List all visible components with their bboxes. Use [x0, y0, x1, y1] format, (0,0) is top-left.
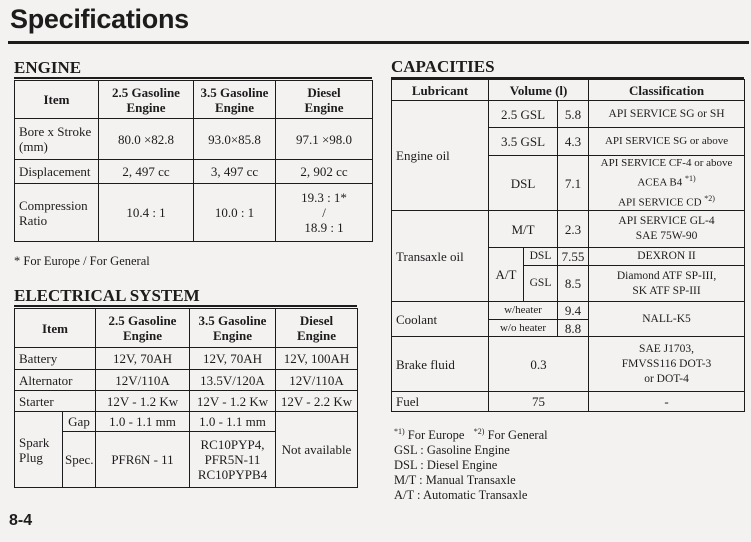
cell-value: 12V - 2.2 Kw	[276, 391, 358, 412]
cell-value: RC10PYP4, PFR5N-11 RC10PYPB4	[190, 432, 276, 488]
cell-value: 97.1 ×98.0	[276, 119, 373, 160]
row-label: Displacement	[15, 160, 99, 184]
table-row	[15, 412, 358, 432]
cell-value: PFR6N - 11	[96, 432, 190, 488]
cell-value: 13.5V/120A	[190, 370, 276, 391]
capacities-heading: CAPACITIES	[391, 57, 495, 76]
cell-value: 7.1	[558, 156, 589, 211]
cell-value: 9.4	[558, 302, 589, 320]
row-label: Transaxle oil	[392, 211, 489, 302]
cell-value: API SERVICE CF-4 or above ACEA B4 $^{*1)}$ API SERVICE CD $^{*2)}$	[589, 156, 745, 211]
cell-value: DEXRON II	[589, 248, 745, 266]
sub-label: DSL	[524, 248, 558, 266]
cell-value: Not available	[276, 412, 358, 488]
engine-heading-rule	[14, 77, 372, 79]
cell-value: 12V - 1.2 Kw	[96, 391, 190, 412]
header-item: Item	[15, 309, 96, 348]
sub-label: w/o heater	[489, 320, 558, 337]
header-g25: 2.5 Gasoline Engine	[99, 81, 194, 119]
header-volume: Volume (l)	[489, 80, 589, 101]
capacities-table	[391, 79, 745, 412]
engine-heading: ENGINE	[14, 58, 82, 77]
cell-value: 1.0 - 1.1 mm	[96, 412, 190, 432]
sub-label: GSL	[524, 266, 558, 302]
cell-value: 7.55	[558, 248, 589, 266]
cell-value: 10.4 : 1	[99, 184, 194, 242]
table-row	[15, 370, 358, 391]
sub-label: 3.5 GSL	[489, 128, 558, 156]
sub-label: M/T	[489, 211, 558, 248]
table-row	[392, 337, 745, 392]
cell-value: 93.0×85.8	[194, 119, 276, 160]
row-label: Alternator	[15, 370, 96, 391]
cell-value: Diamond ATF SP-III, SK ATF SP-III	[589, 266, 745, 302]
sub-label: DSL	[489, 156, 558, 211]
cell-value: 2.3	[558, 211, 589, 248]
cell-value: 12V, 100AH	[276, 348, 358, 370]
header-lubricant: Lubricant	[392, 80, 489, 101]
table-header-row	[15, 81, 373, 119]
engine-footnote: * For Europe / For General	[14, 254, 150, 268]
cell-value: 5.8	[558, 101, 589, 128]
table-row	[392, 392, 745, 412]
cell-value: 0.3	[489, 337, 589, 392]
row-label: Bore x Stroke (mm)	[15, 119, 99, 160]
sub-label: 2.5 GSL	[489, 101, 558, 128]
abbrev-line: GSL : Gasoline Engine	[394, 443, 510, 458]
row-label: Gap	[63, 412, 96, 432]
cell-value: API SERVICE GL-4 SAE 75W-90	[589, 211, 745, 248]
cell-value: 10.0 : 1	[194, 184, 276, 242]
row-label: Brake fluid	[392, 337, 489, 392]
cell-value: 2, 497 cc	[99, 160, 194, 184]
row-label: Battery	[15, 348, 96, 370]
header-g25: 2.5 Gasoline Engine	[96, 309, 190, 348]
cell-value: 8.8	[558, 320, 589, 337]
cell-value: 4.3	[558, 128, 589, 156]
table-row	[15, 391, 358, 412]
electrical-table	[14, 308, 358, 488]
cell-value: 80.0 ×82.8	[99, 119, 194, 160]
page-title: Specifications	[10, 4, 189, 34]
table-row	[15, 184, 373, 242]
cell-value: 1.0 - 1.1 mm	[190, 412, 276, 432]
row-label: Coolant	[392, 302, 489, 337]
cell-value: 8.5	[558, 266, 589, 302]
electrical-heading: ELECTRICAL SYSTEM	[14, 286, 200, 305]
header-g35: 3.5 Gasoline Engine	[194, 81, 276, 119]
cell-value: API SERVICE SG or above	[589, 128, 745, 156]
table-row	[392, 101, 745, 128]
row-label: Compression Ratio	[15, 184, 99, 242]
row-label: Engine oil	[392, 101, 489, 211]
table-header-row	[15, 309, 358, 348]
row-label: Spec.	[63, 432, 96, 488]
cell-value: 12V/110A	[96, 370, 190, 391]
abbrev-line: DSL : Diesel Engine	[394, 458, 498, 473]
capacities-notes	[394, 424, 548, 503]
cell-value: 12V - 1.2 Kw	[190, 391, 276, 412]
cell-value: 12V, 70AH	[96, 348, 190, 370]
sub-label: w/heater	[489, 302, 558, 320]
table-row	[392, 211, 745, 248]
table-row	[392, 302, 745, 320]
table-row	[15, 348, 358, 370]
title-divider	[8, 41, 749, 44]
engine-table	[14, 80, 373, 242]
cell-value: 19.3 : 1* / 18.9 : 1	[276, 184, 373, 242]
row-label: Fuel	[392, 392, 489, 412]
table-header-row	[392, 80, 745, 101]
header-classification: Classification	[589, 80, 745, 101]
electrical-heading-rule	[14, 305, 357, 307]
abbrev-line: A/T : Automatic Transaxle	[394, 488, 528, 503]
header-diesel: Diesel Engine	[276, 309, 358, 348]
header-g35: 3.5 Gasoline Engine	[190, 309, 276, 348]
cell-value: 2, 902 cc	[276, 160, 373, 184]
header-item: Item	[15, 81, 99, 119]
cell-value: 12V, 70AH	[190, 348, 276, 370]
header-diesel: Diesel Engine	[276, 81, 373, 119]
row-label: Starter	[15, 391, 96, 412]
cell-value: -	[589, 392, 745, 412]
cell-value: 75	[489, 392, 589, 412]
spark-plug-label: Spark Plug	[15, 412, 63, 488]
cell-value: 3, 497 cc	[194, 160, 276, 184]
page-header	[0, 0, 751, 46]
cell-value: NALL-K5	[589, 302, 745, 337]
abbrev-line: M/T : Manual Transaxle	[394, 473, 516, 488]
page-number: 8-4	[9, 512, 33, 529]
cell-value: API SERVICE SG or SH	[589, 101, 745, 128]
footnote-line: $^{*1)}$ For Europe $^{*2)}$ For General	[394, 427, 548, 443]
sub-label: A/T	[489, 248, 524, 302]
cell-value: 12V/110A	[276, 370, 358, 391]
cell-value: SAE J1703, FMVSS116 DOT-3 or DOT-4	[589, 337, 745, 392]
table-row	[15, 119, 373, 160]
table-row	[15, 160, 373, 184]
